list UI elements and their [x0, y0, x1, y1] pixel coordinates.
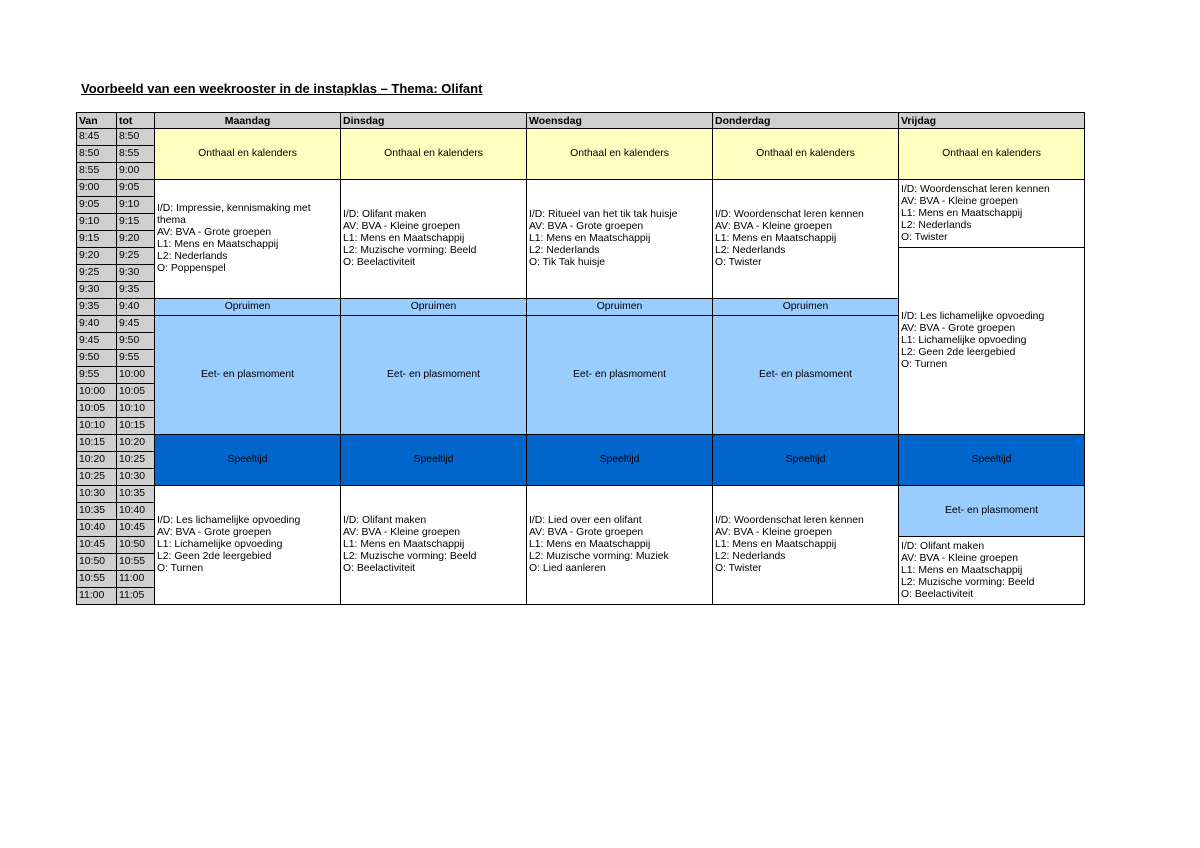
van-cell: 9:45: [77, 333, 117, 350]
tot-cell: 9:20: [117, 231, 155, 248]
tot-cell: 9:45: [117, 316, 155, 333]
van-cell: 10:25: [77, 469, 117, 486]
activity-line: O: Turnen: [901, 359, 948, 370]
eet-block-maandag: Eet- en plasmoment: [155, 316, 341, 435]
activity-line: L1: Mens en Maatschappij: [715, 233, 837, 244]
activity-line: AV: BVA - Kleine groepen: [715, 527, 833, 538]
tot-cell: 9:40: [117, 299, 155, 316]
tot-cell: 10:15: [117, 418, 155, 435]
activity-line: I/D: Impressie, kennismaking met thema: [157, 203, 311, 226]
morning-activity-maandag: [155, 180, 341, 299]
tot-cell: 10:10: [117, 401, 155, 418]
tot-cell: 9:25: [117, 248, 155, 265]
opruimen-block-woensdag: Opruimen: [527, 299, 713, 316]
late-activity-woensdag: [527, 486, 713, 605]
onthaal-block-donderdag: Onthaal en kalenders: [713, 129, 899, 180]
van-cell: 9:05: [77, 197, 117, 214]
activity-line: O: Tik Tak huisje: [529, 257, 606, 268]
tot-cell: 9:00: [117, 163, 155, 180]
activity-line: I/D: Olifant maken: [343, 515, 427, 526]
header-van: Van: [77, 113, 117, 129]
speeltijd-block-donderdag: Speeltijd: [713, 435, 899, 486]
onthaal-block-maandag: Onthaal en kalenders: [155, 129, 341, 180]
van-cell: 9:10: [77, 214, 117, 231]
activity-line: I/D: Ritueel van het tik tak huisje: [529, 209, 678, 220]
tot-cell: 10:45: [117, 520, 155, 537]
van-cell: 9:40: [77, 316, 117, 333]
activity-line: AV: BVA - Grote groepen: [157, 227, 272, 238]
morning-activity-donderdag: [713, 180, 899, 299]
activity-line: I/D: Woordenschat leren kennen: [715, 209, 864, 220]
activity-line: L2: Muzische vorming: Beeld: [343, 551, 477, 562]
header-row: [77, 113, 1085, 129]
activity-line: L1: Mens en Maatschappij: [529, 539, 651, 550]
activity-line: L2: Geen 2de leergebied: [157, 551, 272, 562]
morning-activity-dinsdag: [341, 180, 527, 299]
tot-cell: 8:55: [117, 146, 155, 163]
activity-line: AV: BVA - Grote groepen: [157, 527, 272, 538]
activity-line: L2: Nederlands: [901, 219, 972, 231]
activity-line: I/D: Olifant maken: [343, 209, 427, 220]
van-cell: 10:15: [77, 435, 117, 452]
activity-line: L1: Mens en Maatschappij: [901, 207, 1023, 219]
eet-block-donderdag: Eet- en plasmoment: [713, 316, 899, 435]
activity-line: L1: Mens en Maatschappij: [901, 564, 1023, 576]
header-maandag: Maandag: [155, 113, 341, 129]
tot-cell: 10:50: [117, 537, 155, 554]
schedule-table: [76, 112, 1085, 605]
time-row: [77, 129, 1085, 146]
van-cell: 9:15: [77, 231, 117, 248]
van-cell: 11:00: [77, 588, 117, 605]
activity-line: I/D: Woordenschat leren kennen: [715, 515, 864, 526]
activity-line: L1: Mens en Maatschappij: [715, 539, 837, 550]
tot-cell: 10:30: [117, 469, 155, 486]
activity-line: L2: Nederlands: [715, 551, 786, 562]
eet-block-woensdag: Eet- en plasmoment: [527, 316, 713, 435]
tot-cell: 10:20: [117, 435, 155, 452]
activity-line: O: Lied aanleren: [529, 563, 606, 574]
van-cell: 10:20: [77, 452, 117, 469]
tot-cell: 9:05: [117, 180, 155, 197]
activity-line: O: Twister: [901, 231, 948, 243]
activity-line: O: Twister: [715, 257, 762, 268]
activity-line: I/D: Woordenschat leren kennen: [901, 183, 1050, 195]
van-cell: 9:50: [77, 350, 117, 367]
speeltijd-block-woensdag: Speeltijd: [527, 435, 713, 486]
onthaal-block-vrijdag: Onthaal en kalenders: [899, 129, 1085, 180]
activity-line: L2: Nederlands: [157, 251, 228, 262]
late-activity-maandag: [155, 486, 341, 605]
van-cell: 9:30: [77, 282, 117, 299]
opruimen-block-maandag: Opruimen: [155, 299, 341, 316]
activity-line: L2: Muzische vorming: Beeld: [343, 245, 477, 256]
time-row: [77, 486, 1085, 503]
late-activity-donderdag: [713, 486, 899, 605]
tot-cell: 9:10: [117, 197, 155, 214]
activity-line: I/D: Olifant maken: [901, 540, 985, 552]
tot-cell: 10:00: [117, 367, 155, 384]
activity-line: L1: Mens en Maatschappij: [157, 239, 279, 250]
activity-line: AV: BVA - Kleine groepen: [343, 527, 461, 538]
van-cell: 10:00: [77, 384, 117, 401]
tot-cell: 9:35: [117, 282, 155, 299]
activity-line: L2: Nederlands: [529, 245, 600, 256]
activity-line: L1: Mens en Maatschappij: [343, 539, 465, 550]
tot-cell: 10:35: [117, 486, 155, 503]
late-activity-vrijdag: [899, 537, 1085, 605]
activity-line: AV: BVA - Grote groepen: [529, 527, 644, 538]
opruimen-block-dinsdag: Opruimen: [341, 299, 527, 316]
activity-line: O: Poppenspel: [157, 263, 226, 274]
van-cell: 10:50: [77, 554, 117, 571]
tot-cell: 11:05: [117, 588, 155, 605]
van-cell: 9:35: [77, 299, 117, 316]
van-cell: 8:50: [77, 146, 117, 163]
van-cell: 10:05: [77, 401, 117, 418]
header-vrijdag: Vrijdag: [899, 113, 1085, 129]
van-cell: 10:35: [77, 503, 117, 520]
activity-line: O: Beelactiviteit: [901, 588, 974, 600]
activity-line: L1: Lichamelijke opvoeding: [901, 335, 1027, 346]
tot-cell: 9:15: [117, 214, 155, 231]
tot-cell: 10:05: [117, 384, 155, 401]
activity-line: AV: BVA - Kleine groepen: [901, 195, 1019, 207]
time-row: [77, 180, 1085, 197]
activity-line: L1: Mens en Maatschappij: [529, 233, 651, 244]
middle-activity-vrijdag: [899, 248, 1085, 435]
speeltijd-block-maandag: Speeltijd: [155, 435, 341, 486]
activity-line: AV: BVA - Kleine groepen: [715, 221, 833, 232]
activity-line: L2: Nederlands: [715, 245, 786, 256]
activity-line: O: Beelactiviteit: [343, 563, 416, 574]
activity-line: O: Twister: [715, 563, 762, 574]
activity-line: AV: BVA - Kleine groepen: [343, 221, 461, 232]
activity-line: L1: Lichamelijke opvoeding: [157, 539, 283, 550]
van-cell: 9:00: [77, 180, 117, 197]
header-tot: tot: [117, 113, 155, 129]
activity-line: AV: BVA - Grote groepen: [529, 221, 644, 232]
van-cell: 10:55: [77, 571, 117, 588]
van-cell: 10:10: [77, 418, 117, 435]
tot-cell: 8:50: [117, 129, 155, 146]
van-cell: 10:45: [77, 537, 117, 554]
van-cell: 9:20: [77, 248, 117, 265]
activity-line: I/D: Les lichamelijke opvoeding: [157, 515, 301, 526]
speeltijd-block-vrijdag: Speeltijd: [899, 435, 1085, 486]
activity-line: L2: Muzische vorming: Beeld: [901, 576, 1035, 588]
activity-line: I/D: Lied over een olifant: [529, 515, 642, 526]
activity-line: AV: BVA - Grote groepen: [901, 323, 1016, 334]
van-cell: 9:55: [77, 367, 117, 384]
van-cell: 8:55: [77, 163, 117, 180]
header-dinsdag: Dinsdag: [341, 113, 527, 129]
morning-activity-woensdag: [527, 180, 713, 299]
tot-cell: 10:55: [117, 554, 155, 571]
activity-line: O: Turnen: [157, 563, 204, 574]
time-row: [77, 435, 1085, 452]
opruimen-block-donderdag: Opruimen: [713, 299, 899, 316]
header-woensdag: Woensdag: [527, 113, 713, 129]
van-cell: 10:40: [77, 520, 117, 537]
onthaal-block-woensdag: Onthaal en kalenders: [527, 129, 713, 180]
tot-cell: 9:50: [117, 333, 155, 350]
van-cell: 9:25: [77, 265, 117, 282]
activity-line: L2: Geen 2de leergebied: [901, 347, 1016, 358]
tot-cell: 11:00: [117, 571, 155, 588]
van-cell: 8:45: [77, 129, 117, 146]
tot-cell: 9:55: [117, 350, 155, 367]
tot-cell: 10:40: [117, 503, 155, 520]
van-cell: 10:30: [77, 486, 117, 503]
tot-cell: 10:25: [117, 452, 155, 469]
tot-cell: 9:30: [117, 265, 155, 282]
eet-block-vrijdag: Eet- en plasmoment: [899, 486, 1085, 537]
activity-line: L2: Muzische vorming: Muziek: [529, 551, 669, 562]
onthaal-block-dinsdag: Onthaal en kalenders: [341, 129, 527, 180]
activity-line: AV: BVA - Kleine groepen: [901, 552, 1019, 564]
speeltijd-block-dinsdag: Speeltijd: [341, 435, 527, 486]
header-donderdag: Donderdag: [713, 113, 899, 129]
late-activity-dinsdag: [341, 486, 527, 605]
eet-block-dinsdag: Eet- en plasmoment: [341, 316, 527, 435]
morning-activity-vrijdag: [899, 180, 1085, 248]
activity-line: O: Beelactiviteit: [343, 257, 416, 268]
activity-line: I/D: Les lichamelijke opvoeding: [901, 311, 1045, 322]
activity-line: L1: Mens en Maatschappij: [343, 233, 465, 244]
page-title: Voorbeeld van een weekrooster in de instapklas – Thema: Olifant: [81, 81, 483, 96]
